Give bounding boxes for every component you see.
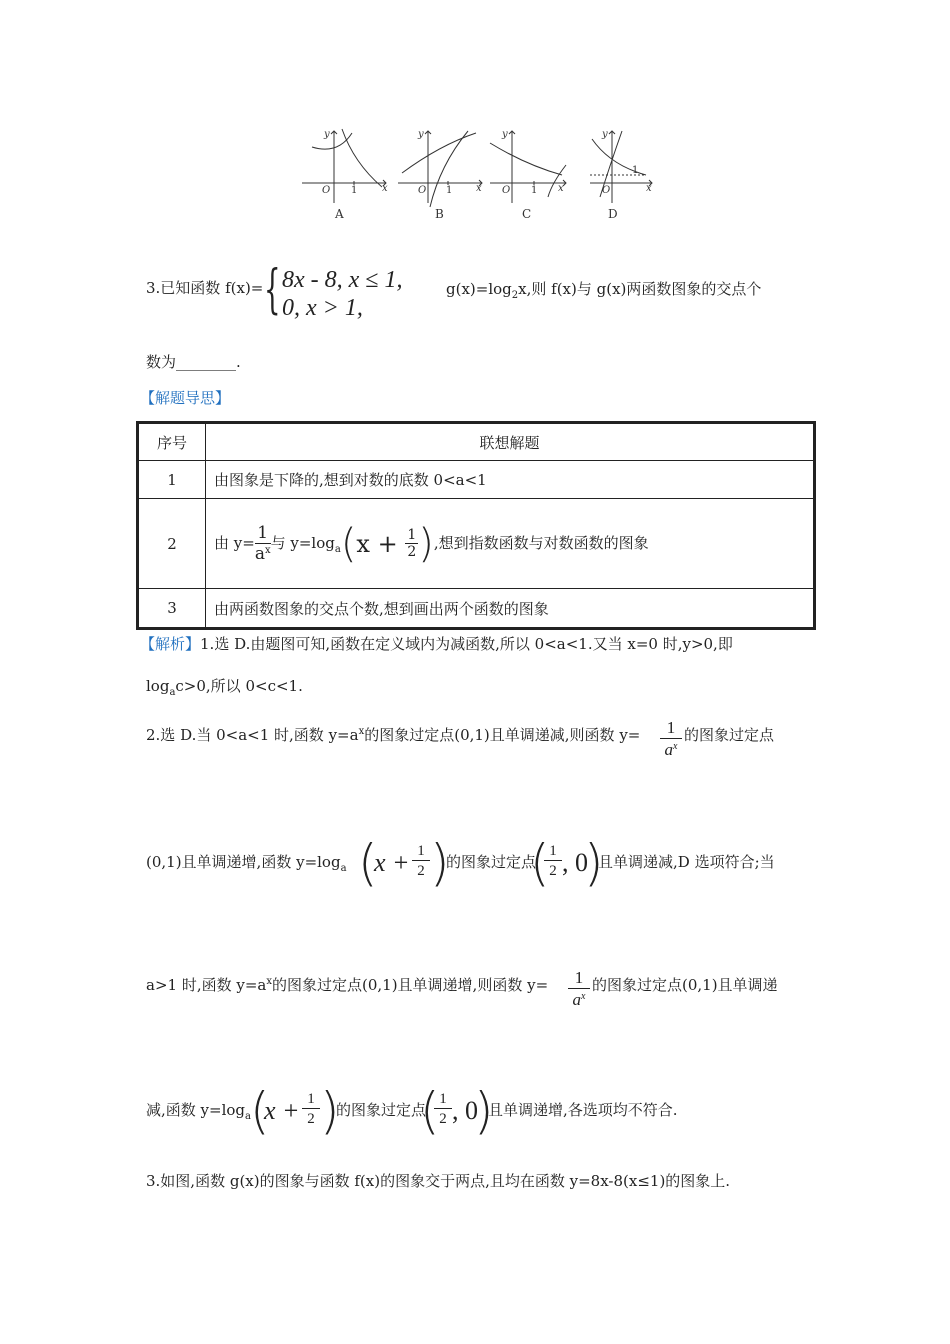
graph-b-tick: 1 — [446, 185, 453, 196]
graph-c-tick: 1 — [531, 185, 538, 196]
graph-d-tick: 1 — [632, 165, 639, 176]
guide-heading: 【解题导思】 — [140, 389, 231, 407]
analysis-p2d-mid: 的图象过定点 — [336, 1101, 427, 1119]
graph-a-tick: 1 — [351, 185, 358, 196]
analysis-p2b-end: 且单调递减,D 选项符合;当 — [598, 853, 775, 871]
graph-a-y: y — [324, 129, 330, 140]
graph-a-label: A — [335, 207, 344, 221]
graph-d-x: x — [646, 183, 652, 194]
analysis-p2b-mid: 的图象过定点 — [446, 853, 537, 871]
analysis-p3: 3.如图,函数 g(x)的图象与函数 f(x)的图象交于两点,且均在函数 y=8x-8(x≤1)的图象上. — [146, 1172, 731, 1190]
graph-b-label: B — [435, 207, 444, 221]
graph-c-origin: O — [502, 185, 511, 196]
table-row — [138, 499, 815, 589]
point-half-frac-2: 1 2 — [434, 1090, 452, 1129]
piecewise-brace: { — [264, 260, 281, 320]
analysis-p2a: 2.选 D.当 0<a<1 时,函数 $y=a^x$的图象过定点(0,1)且单调递减,则函数 y= — [146, 726, 641, 744]
graph-d-origin: O — [602, 185, 611, 196]
row-text: 由 y= $\frac{1}{a^x}$ 与 $y=\log_a(x$ + $\frac{1}{2}$ ),想到指数函数与对数函数的图象 — [206, 499, 815, 589]
paren-expr-2: x + — [264, 1096, 300, 1125]
point-zero-2: , 0 — [452, 1096, 478, 1125]
graph-b-y: y — [418, 129, 424, 140]
half-frac-2: 1 2 — [302, 1090, 320, 1129]
graph-c-label: C — [522, 207, 532, 221]
paren-expr: x + — [374, 848, 410, 877]
graph-b — [398, 131, 482, 207]
paren-close-2: ) — [320, 1082, 340, 1140]
table-header-row — [138, 423, 815, 461]
row-text: 由两函数图象的交点个数,想到画出两个函数的图象 — [206, 589, 815, 629]
piecewise-case-1: 8x - 8, x ≤ 1, — [282, 267, 403, 293]
frac-1-over-ax-2: 1 $a^x$ — [568, 968, 590, 1014]
analysis-p2c: a>1 时,函数 $y=a^x$的图象过定点(0,1)且单调递增,则函数 y= — [146, 976, 549, 994]
analysis-p2a-end: 的图象过定点 — [684, 726, 775, 744]
q3-prefix: 3.已知函数 f(x)= — [146, 279, 264, 297]
graph-a-origin: O — [322, 185, 331, 196]
half-frac: 1 2 — [412, 842, 430, 881]
point-paren-close-2: ) — [474, 1082, 494, 1140]
graph-c-x: x — [558, 183, 564, 194]
q3-line-2: 数为________. — [146, 353, 241, 371]
row-num: 2 — [138, 499, 206, 589]
graph-c-y: y — [502, 129, 508, 140]
row-num: 3 — [138, 589, 206, 629]
row-num: 1 — [138, 461, 206, 499]
graph-d-label: D — [608, 207, 618, 221]
paren-close: ) — [430, 834, 450, 892]
paren-open: ( — [358, 834, 378, 892]
frac-1-over-ax-1: 1 $a^x$ — [660, 718, 682, 764]
analysis-p2d: 减,函数 $y=\log_a$ — [146, 1101, 251, 1122]
row-text: 由图象是下降的,想到对数的底数 0<a<1 — [206, 461, 815, 499]
analysis-p2b: (0,1)且单调递增,函数 $y=\log_a$ — [146, 853, 347, 874]
piecewise-case-2: 0, x > 1, — [282, 295, 363, 321]
analysis-p2c-end: 的图象过定点(0,1)且单调递 — [592, 976, 778, 994]
point-zero: , 0 — [562, 848, 588, 877]
table-row — [138, 461, 815, 499]
graph-a — [302, 129, 386, 203]
header-content: 联想解题 — [206, 423, 815, 461]
point-half-frac: 1 2 — [544, 842, 562, 881]
guide-table — [136, 421, 816, 630]
graph-d-y: y — [602, 129, 608, 140]
answer-choice-graphs — [290, 125, 670, 225]
q3-g-def: $g(x)=\log_2x$,则 f(x)与 g(x)两函数图象的交点个 — [446, 280, 762, 301]
analysis-p1a: 【解析】1.选 D.由题图可知,函数在定义域内为减函数,所以 0<a<1.又当 x=0 时,y>0,即 — [140, 635, 733, 653]
point-paren-close: ) — [584, 834, 604, 892]
graph-b-origin: O — [418, 185, 427, 196]
analysis-p2d-end: 且单调递增,各选项均不符合. — [488, 1101, 678, 1119]
graph-a-x: x — [382, 183, 388, 194]
analysis-p1b: $\log_ac>0$,所以 0<c<1. — [146, 677, 303, 698]
graph-b-x: x — [476, 183, 482, 194]
point-paren-open: ( — [530, 834, 550, 892]
header-num: 序号 — [138, 423, 206, 461]
table-row — [138, 589, 815, 629]
graph-d — [590, 131, 652, 203]
paren-open-2: ( — [250, 1082, 270, 1140]
point-paren-open-2: ( — [420, 1082, 440, 1140]
